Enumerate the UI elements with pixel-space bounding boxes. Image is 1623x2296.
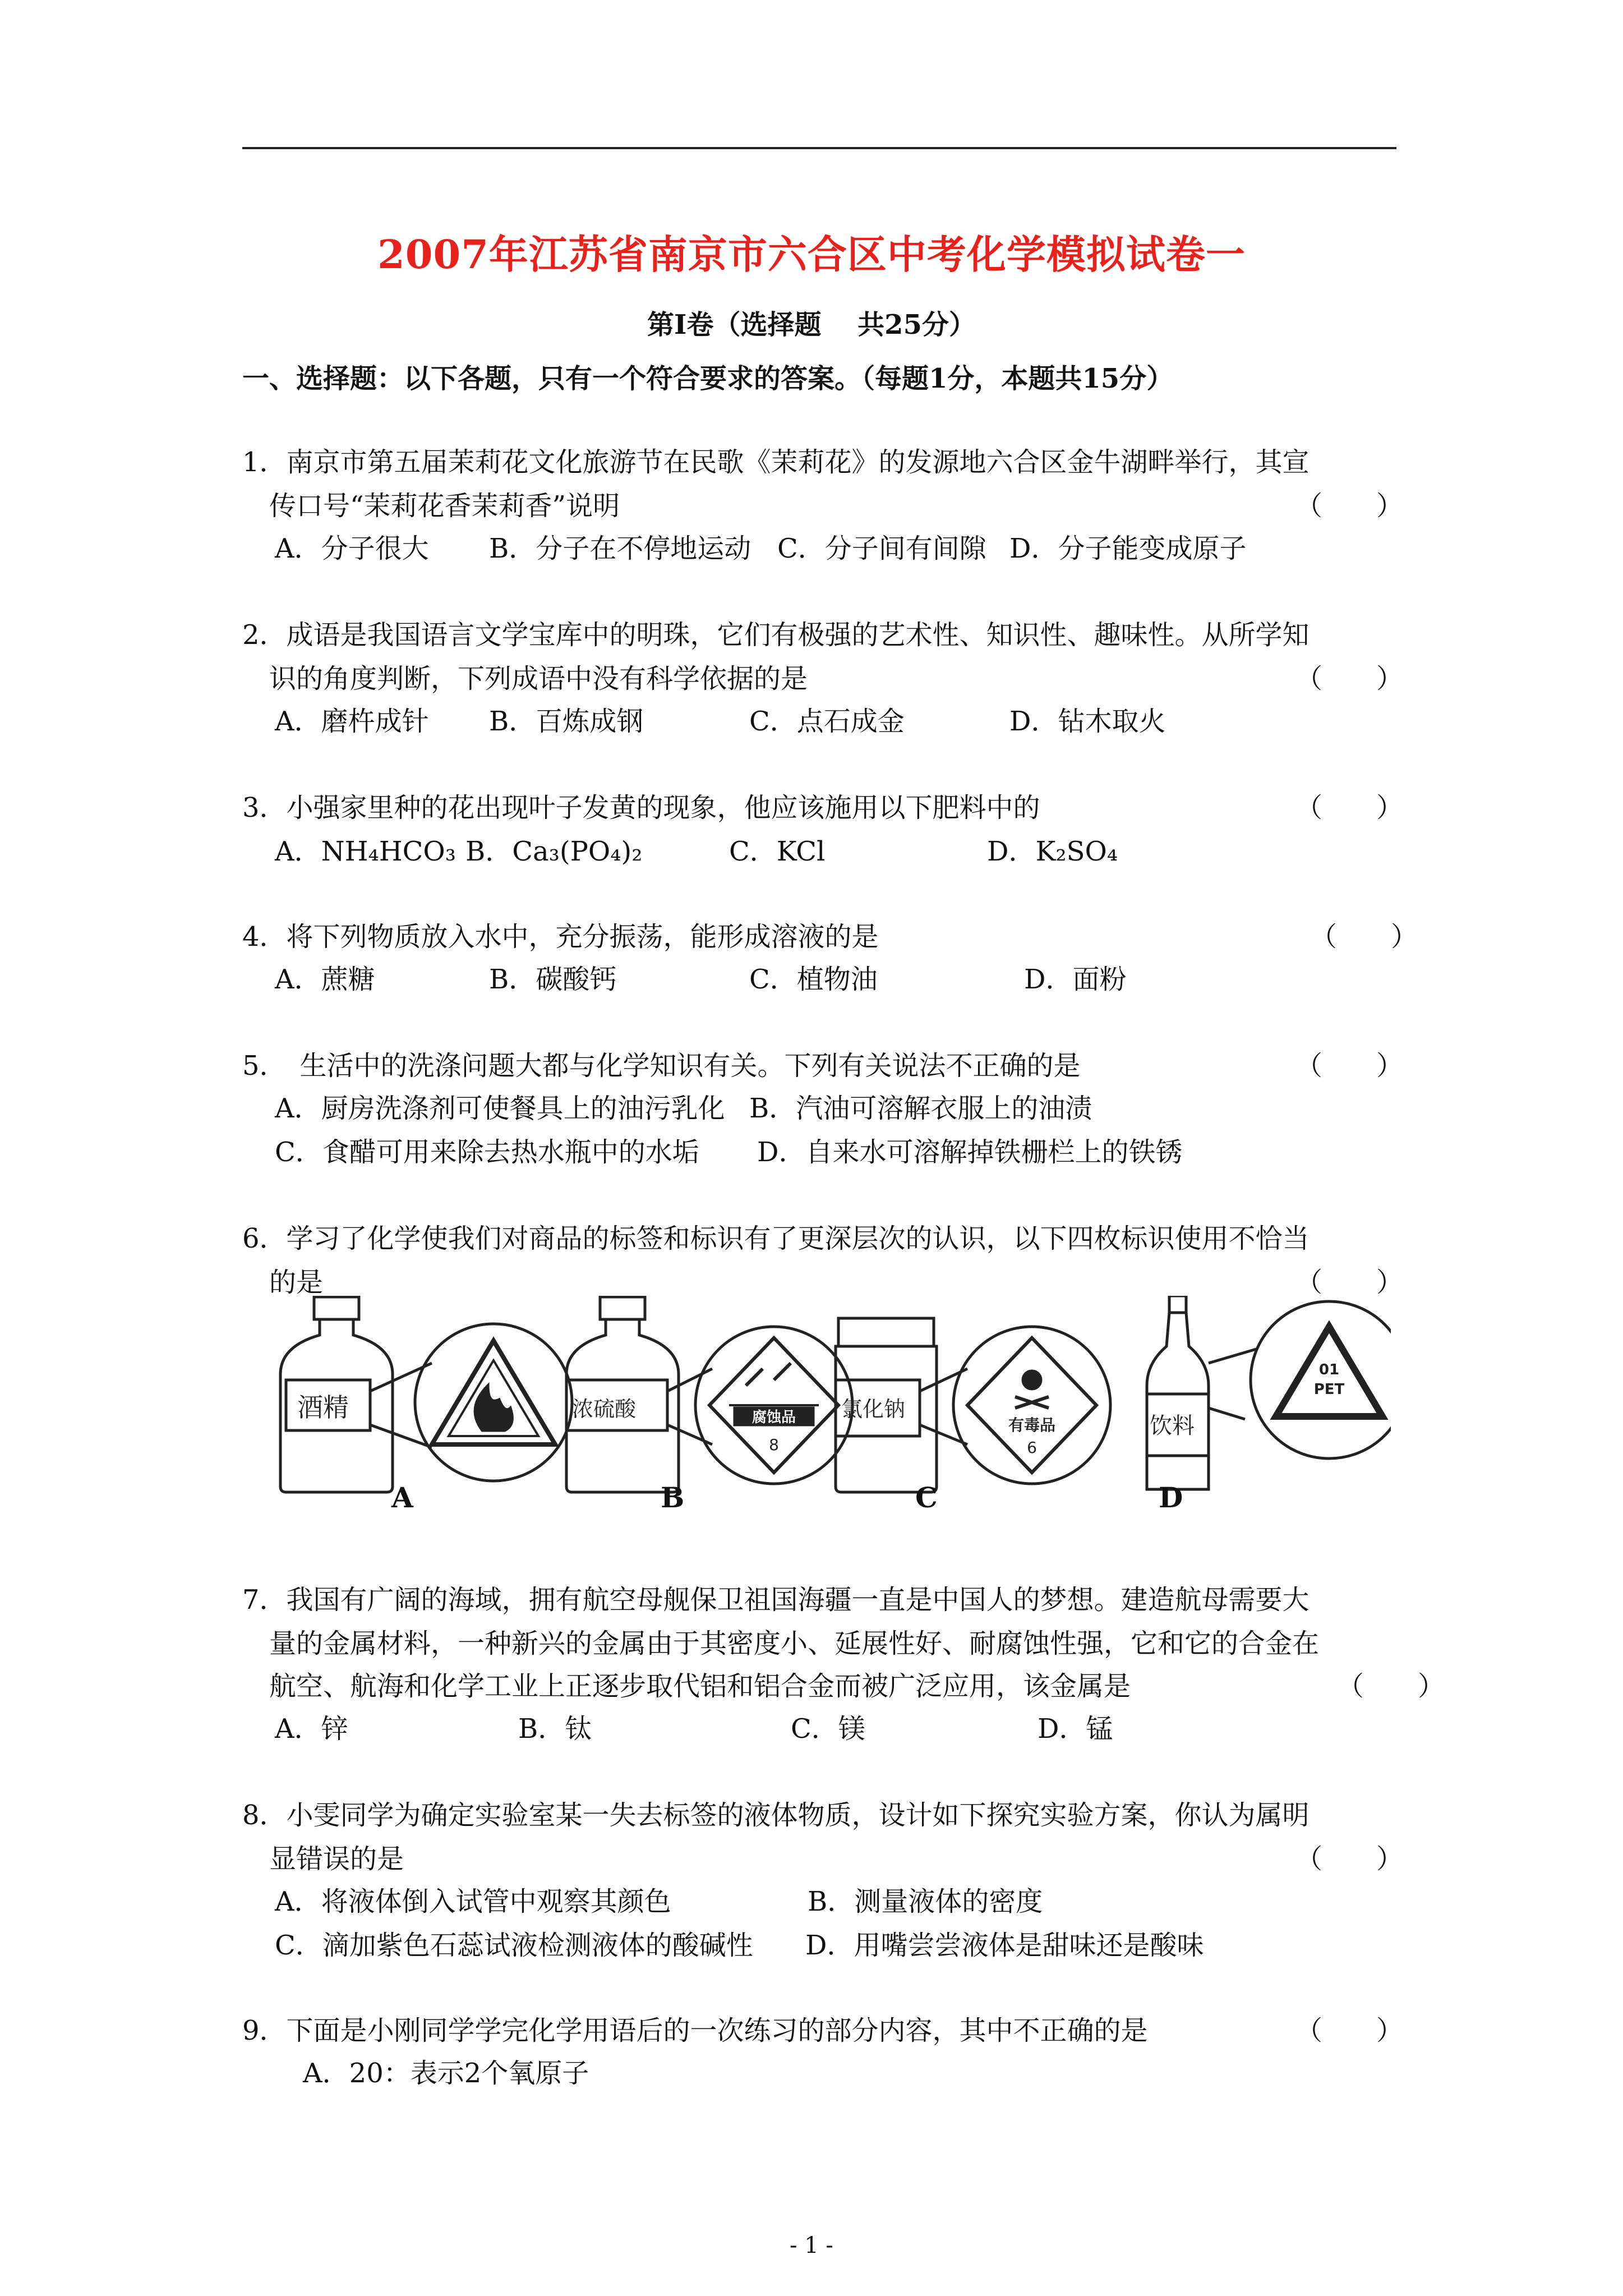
- bottle-c-label: 氯化钠: [841, 1397, 906, 1421]
- part-title: 第Ⅰ卷（选择题 共25分）: [647, 309, 976, 341]
- question-3-option-d: D．K₂SO₄: [987, 836, 1118, 867]
- toxic-sign-class: 6: [1027, 1438, 1037, 1457]
- question-5-option-d: D．自来水可溶解掉铁栅栏上的铁锈: [757, 1137, 1183, 1168]
- question-8-answer-paren: （ ）: [1295, 1843, 1404, 1875]
- question-6-line-2: 的是: [269, 1267, 324, 1298]
- figure-label-d: D: [1159, 1481, 1183, 1514]
- question-9-option-a: A．20：表示2个氧原子: [303, 2058, 589, 2089]
- question-8-option-c: C．滴加紫色石蕊试液检测液体的酸碱性: [275, 1930, 753, 1961]
- question-1-option-c: C．分子间有间隙: [777, 533, 986, 564]
- question-1-option-a: A．分子很大: [275, 533, 429, 564]
- question-1-answer-paren: （ ）: [1295, 490, 1404, 522]
- recycle-pet-sign: [1251, 1301, 1391, 1458]
- question-3-option-a: A．NH₄HCO₃: [275, 836, 456, 867]
- question-1-line-1: 1．南京市第五届茉莉花文化旅游节在民歌《茉莉花》的发源地六合区金牛湖畔举行，其宣: [242, 447, 1310, 478]
- question-2-option-d: D．钻木取火: [1009, 706, 1166, 737]
- corrosive-sign-class: 8: [769, 1435, 779, 1454]
- question-8-option-d: D．用嘴尝尝液体是甜味还是酸味: [805, 1930, 1204, 1961]
- toxic-sign-text: 有毒品: [1008, 1416, 1056, 1434]
- question-5-line-1: 5． 生活中的洗涤问题大都与化学知识有关。下列有关说法不正确的是: [242, 1050, 1081, 1082]
- question-2-option-a: A．磨杵成针: [275, 706, 429, 737]
- bottle-d-label: 饮料: [1150, 1413, 1195, 1439]
- question-3-option-c: C．KCl: [729, 836, 826, 867]
- header-rule: [242, 147, 1396, 149]
- question-4-answer-paren: （ ）: [1310, 921, 1418, 953]
- recycle-code: 01: [1318, 1361, 1340, 1378]
- figure-label-b: B: [661, 1481, 685, 1514]
- recycle-material: PET: [1313, 1381, 1345, 1398]
- question-8-option-b: B．测量液体的密度: [808, 1886, 1043, 1917]
- bottle-d: [1147, 1296, 1256, 1489]
- question-8-line-1: 8．小雯同学为确定实验室某一失去标签的液体物质，设计如下探究实验方案，你认为属明: [242, 1800, 1310, 1831]
- question-1-option-b: B．分子在不停地运动: [489, 533, 751, 564]
- question-2-line-2: 识的角度判断，下列成语中没有科学依据的是: [269, 663, 808, 694]
- question-7-line-1: 7．我国有广阔的海域，拥有航空母舰保卫祖国海疆一直是中国人的梦想。建造航母需要大: [242, 1584, 1310, 1616]
- question-1-line-2: 传口号“茉莉花香茉莉香”说明: [269, 490, 620, 522]
- toxic-sign: [953, 1327, 1110, 1484]
- flammable-sign: [415, 1324, 572, 1481]
- figure-label-a: A: [391, 1481, 413, 1514]
- bottle-b-label: 浓硫酸: [572, 1397, 637, 1421]
- question-6-figure: [269, 1296, 1391, 1509]
- question-7-option-c: C．镁: [791, 1713, 865, 1745]
- document-title: 2007年江苏省南京市六合区中考化学模拟试卷一: [377, 231, 1246, 278]
- question-3-line-1: 3．小强家里种的花出现叶子发黄的现象，他应该施用以下肥料中的: [242, 792, 1040, 823]
- page-number: - 1 -: [790, 2233, 833, 2258]
- question-4-option-a: A．蔗糖: [275, 964, 375, 995]
- question-3-answer-paren: （ ）: [1295, 792, 1404, 823]
- question-6-answer-paren: （ ）: [1295, 1267, 1404, 1298]
- question-2-option-c: C．点石成金: [749, 706, 905, 737]
- question-7-option-a: A．锌: [275, 1713, 348, 1745]
- question-7-answer-paren: （ ）: [1337, 1671, 1445, 1702]
- corrosive-sign-text: 腐蚀品: [751, 1409, 796, 1426]
- question-7-line-2: 量的金属材料，一种新兴的金属由于其密度小、延展性好、耐腐蚀性强，它和它的合金在: [269, 1628, 1320, 1659]
- question-2-line-1: 2．成语是我国语言文学宝库中的明珠，它们有极强的艺术性、知识性、趣味性。从所学知: [242, 619, 1310, 651]
- question-4-option-c: C．植物油: [749, 964, 878, 995]
- corrosive-sign: [695, 1327, 852, 1484]
- question-1-option-d: D．分子能变成原子: [1009, 533, 1247, 564]
- question-6-line-1: 6．学习了化学使我们对商品的标签和标识有了更深层次的认识，以下四枚标识使用不恰当: [242, 1223, 1310, 1254]
- question-3-option-b: B．Ca₃(PO₄)₂: [465, 836, 643, 867]
- question-7-option-d: D．锰: [1038, 1713, 1113, 1745]
- question-5-answer-paren: （ ）: [1295, 1050, 1404, 1082]
- question-7-option-b: B．钛: [518, 1713, 592, 1745]
- question-7-line-3: 航空、航海和化学工业上正逐步取代铝和铝合金而被广泛应用，该金属是: [269, 1671, 1131, 1702]
- bottle-b: [566, 1297, 712, 1492]
- question-9-line-1: 9．下面是小刚同学学完化学用语后的一次练习的部分内容，其中不正确的是: [242, 2015, 1148, 2046]
- question-8-option-a: A．将液体倒入试管中观察其颜色: [275, 1886, 671, 1917]
- question-4-option-d: D．面粉: [1024, 964, 1127, 995]
- question-4-line-1: 4．将下列物质放入水中，充分振荡，能形成溶液的是: [242, 921, 879, 953]
- question-8-line-2: 显错误的是: [269, 1843, 404, 1875]
- figure-label-c: C: [915, 1481, 938, 1514]
- section-title: 一、选择题：以下各题，只有一个符合要求的答案。（每题1分，本题共15分）: [242, 363, 1174, 394]
- question-4-option-b: B．碳酸钙: [489, 964, 617, 995]
- question-9-answer-paren: （ ）: [1295, 2015, 1404, 2046]
- question-2-answer-paren: （ ）: [1295, 663, 1404, 694]
- question-2-option-b: B．百炼成钢: [489, 706, 644, 737]
- question-5-option-b: B．汽油可溶解衣服上的油渍: [749, 1093, 1092, 1124]
- question-5-option-c: C．食醋可用来除去热水瓶中的水垢: [275, 1137, 699, 1168]
- question-5-option-a: A．厨房洗涤剂可使餐具上的油污乳化: [275, 1093, 725, 1124]
- bottle-a-label: 酒精: [297, 1392, 349, 1423]
